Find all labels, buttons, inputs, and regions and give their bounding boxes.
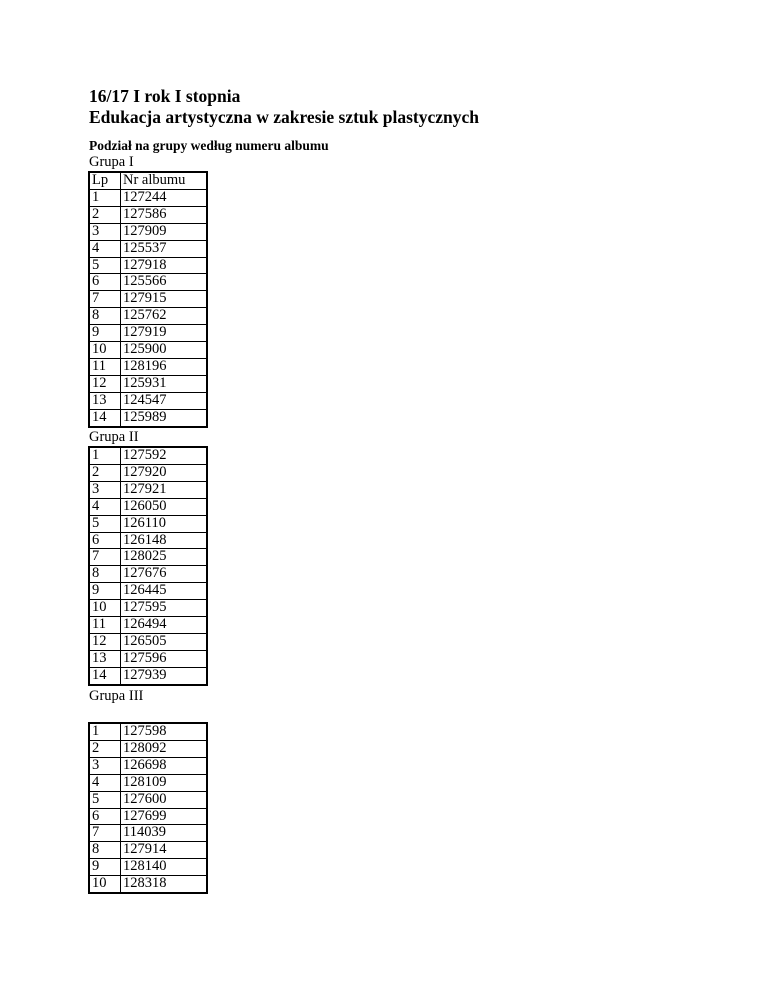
row-lp-cell: 14 xyxy=(89,667,121,684)
row-lp-cell: 10 xyxy=(89,876,121,893)
group-3-table xyxy=(88,722,208,894)
row-album-number-cell: 126445 xyxy=(121,583,208,600)
table-row xyxy=(89,532,207,549)
row-album-number-cell: 127909 xyxy=(121,223,208,240)
title-line-1: 16/17 I rok I stopnia xyxy=(89,86,241,106)
row-lp-cell: 8 xyxy=(89,842,121,859)
table-row xyxy=(89,791,207,808)
row-lp-cell: 2 xyxy=(89,206,121,223)
row-album-number-cell: 127595 xyxy=(121,600,208,617)
table-row xyxy=(89,481,207,498)
row-lp-cell: 9 xyxy=(89,325,121,342)
row-album-number-cell: 125566 xyxy=(121,274,208,291)
row-album-number-cell: 127592 xyxy=(121,447,208,464)
row-lp-cell: 1 xyxy=(89,189,121,206)
row-album-number-cell: 127919 xyxy=(121,325,208,342)
row-lp-cell: 12 xyxy=(89,375,121,392)
row-album-number-cell: 127920 xyxy=(121,464,208,481)
row-album-number-cell: 127918 xyxy=(121,257,208,274)
row-lp-cell: 8 xyxy=(89,308,121,325)
row-lp-cell: 5 xyxy=(89,257,121,274)
table-row xyxy=(89,583,207,600)
table-row xyxy=(89,392,207,409)
row-lp-cell: 6 xyxy=(89,274,121,291)
table-row xyxy=(89,566,207,583)
table-row xyxy=(89,515,207,532)
row-lp-cell: 3 xyxy=(89,757,121,774)
row-lp-cell: 6 xyxy=(89,808,121,825)
table-row xyxy=(89,308,207,325)
row-lp-cell: 1 xyxy=(89,723,121,740)
row-album-number-cell: 127586 xyxy=(121,206,208,223)
group-2-label: Grupa II xyxy=(89,429,139,445)
table-row xyxy=(89,189,207,206)
row-lp-cell: 7 xyxy=(89,549,121,566)
document-title xyxy=(89,86,479,128)
table-header-row xyxy=(89,172,207,189)
row-album-number-cell: 128196 xyxy=(121,358,208,375)
row-album-number-cell: 126505 xyxy=(121,633,208,650)
row-album-number-cell: 125900 xyxy=(121,342,208,359)
table-row xyxy=(89,240,207,257)
table-row xyxy=(89,498,207,515)
row-lp-cell: 13 xyxy=(89,650,121,667)
table-row xyxy=(89,825,207,842)
table-row xyxy=(89,723,207,740)
row-album-number-cell: 127244 xyxy=(121,189,208,206)
row-lp-cell: 2 xyxy=(89,464,121,481)
row-album-number-cell: 125931 xyxy=(121,375,208,392)
row-lp-cell: 4 xyxy=(89,774,121,791)
table-row xyxy=(89,876,207,893)
row-album-number-cell: 127596 xyxy=(121,650,208,667)
table-row xyxy=(89,223,207,240)
table-row xyxy=(89,464,207,481)
row-album-number-cell: 126698 xyxy=(121,757,208,774)
group-3-label: Grupa III xyxy=(89,688,144,704)
table-row xyxy=(89,206,207,223)
row-album-number-cell: 127915 xyxy=(121,291,208,308)
row-lp-cell: 9 xyxy=(89,583,121,600)
row-album-number-cell: 124547 xyxy=(121,392,208,409)
column-header-lp: Lp xyxy=(89,172,121,189)
row-album-number-cell: 127699 xyxy=(121,808,208,825)
table-row xyxy=(89,757,207,774)
table-row xyxy=(89,740,207,757)
table-row xyxy=(89,291,207,308)
group-2-table xyxy=(88,446,208,686)
row-album-number-cell: 126148 xyxy=(121,532,208,549)
row-lp-cell: 13 xyxy=(89,392,121,409)
row-lp-cell: 3 xyxy=(89,223,121,240)
table-row xyxy=(89,409,207,426)
table-row xyxy=(89,342,207,359)
row-lp-cell: 11 xyxy=(89,617,121,634)
row-album-number-cell: 127676 xyxy=(121,566,208,583)
table-row xyxy=(89,549,207,566)
row-lp-cell: 5 xyxy=(89,791,121,808)
row-lp-cell: 8 xyxy=(89,566,121,583)
row-album-number-cell: 125989 xyxy=(121,409,208,426)
row-album-number-cell: 128025 xyxy=(121,549,208,566)
row-lp-cell: 7 xyxy=(89,825,121,842)
table-row xyxy=(89,358,207,375)
row-album-number-cell: 125762 xyxy=(121,308,208,325)
table-row xyxy=(89,650,207,667)
row-album-number-cell: 128140 xyxy=(121,859,208,876)
row-lp-cell: 11 xyxy=(89,358,121,375)
row-lp-cell: 9 xyxy=(89,859,121,876)
table-row xyxy=(89,774,207,791)
group-1-table xyxy=(88,171,208,428)
row-lp-cell: 10 xyxy=(89,600,121,617)
row-lp-cell: 12 xyxy=(89,633,121,650)
table-row xyxy=(89,447,207,464)
table-row xyxy=(89,617,207,634)
row-album-number-cell: 114039 xyxy=(121,825,208,842)
row-album-number-cell: 125537 xyxy=(121,240,208,257)
row-album-number-cell: 127600 xyxy=(121,791,208,808)
row-lp-cell: 10 xyxy=(89,342,121,359)
row-lp-cell: 2 xyxy=(89,740,121,757)
table-row xyxy=(89,667,207,684)
row-lp-cell: 4 xyxy=(89,498,121,515)
title-line-2: Edukacja artystyczna w zakresie sztuk plastycznych xyxy=(89,107,480,127)
row-lp-cell: 3 xyxy=(89,481,121,498)
table-row xyxy=(89,325,207,342)
row-album-number-cell: 126494 xyxy=(121,617,208,634)
row-album-number-cell: 127914 xyxy=(121,842,208,859)
table-row xyxy=(89,600,207,617)
row-album-number-cell: 127939 xyxy=(121,667,208,684)
row-album-number-cell: 128092 xyxy=(121,740,208,757)
row-album-number-cell: 127921 xyxy=(121,481,208,498)
row-album-number-cell: 126050 xyxy=(121,498,208,515)
table-row xyxy=(89,375,207,392)
row-lp-cell: 7 xyxy=(89,291,121,308)
row-lp-cell: 5 xyxy=(89,515,121,532)
table-row xyxy=(89,633,207,650)
table-row xyxy=(89,808,207,825)
row-lp-cell: 1 xyxy=(89,447,121,464)
row-lp-cell: 4 xyxy=(89,240,121,257)
row-album-number-cell: 128318 xyxy=(121,876,208,893)
document-subtitle: Podział na grupy według numeru albumu xyxy=(89,138,329,153)
row-lp-cell: 6 xyxy=(89,532,121,549)
table-row xyxy=(89,257,207,274)
table-row xyxy=(89,842,207,859)
row-album-number-cell: 128109 xyxy=(121,774,208,791)
row-lp-cell: 14 xyxy=(89,409,121,426)
table-row xyxy=(89,859,207,876)
group-1-label: Grupa I xyxy=(89,154,134,170)
table-row xyxy=(89,274,207,291)
row-album-number-cell: 127598 xyxy=(121,723,208,740)
column-header-nr-albumu: Nr albumu xyxy=(121,172,208,189)
row-album-number-cell: 126110 xyxy=(121,515,208,532)
